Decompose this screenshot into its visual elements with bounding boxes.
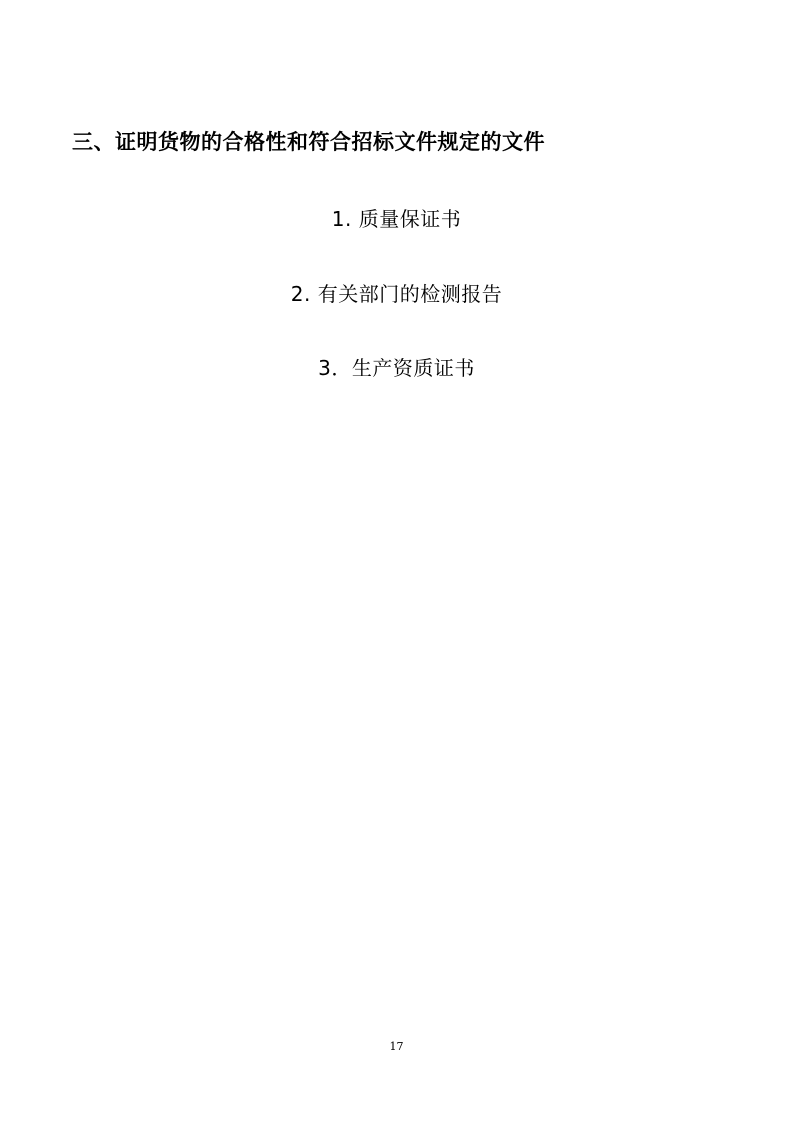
section-heading: 三、证明货物的合格性和符合招标文件规定的文件 xyxy=(72,129,545,154)
list-item: 1. 质量保证书 xyxy=(331,207,462,231)
list-item: 2. 有关部门的检测报告 xyxy=(290,282,503,306)
page-number: 17 xyxy=(389,1040,404,1053)
list-item: 3．生产资质证书 xyxy=(318,356,475,380)
